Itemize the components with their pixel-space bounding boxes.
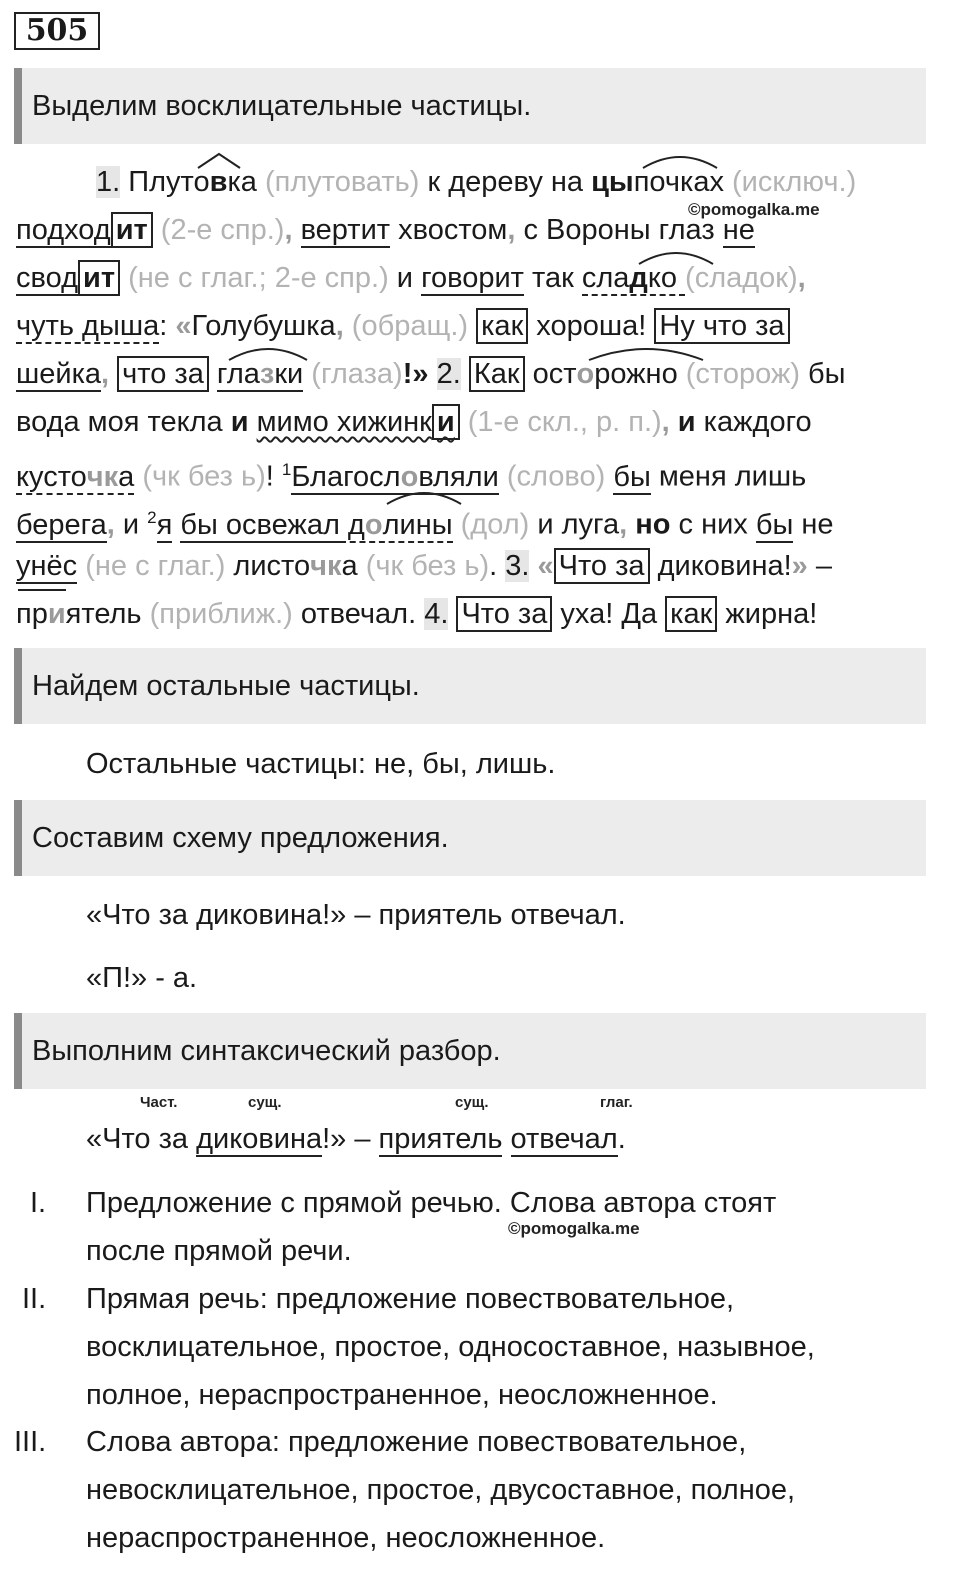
ending-box: и <box>432 404 460 440</box>
passage-line-8: берега, и $^2$я бы освежал долины (дол) и луга, но с них бы не <box>16 508 834 541</box>
stressed-letter: о <box>400 460 419 493</box>
root-arc-icon <box>586 342 706 362</box>
comma-mark: , <box>797 262 806 294</box>
predicate: Благословляли <box>291 460 499 493</box>
analysis-item-1: Предложение с прямой речью. Слова автора стоят после прямой речи. <box>86 1187 777 1267</box>
predicate: унёс <box>16 550 78 582</box>
list-number: II. <box>22 1283 47 1315</box>
root-arc-icon <box>226 342 310 362</box>
adverbial: мимо хижинк и <box>257 404 460 440</box>
gray-note: (сладок) <box>685 262 798 294</box>
watermark: ©pomogalka.me <box>508 1219 640 1238</box>
predicate: отвечал <box>510 1123 618 1155</box>
quote-mark: !» <box>402 358 429 390</box>
subject: берега <box>16 508 107 541</box>
particle-box: Что за <box>456 596 552 632</box>
gray-note: (чк без ь) <box>357 550 490 582</box>
passage-line-1 <box>16 158 941 206</box>
pos-label-noun: сущ. <box>248 1094 282 1111</box>
passage-line-10: приятель (приближ.) отвечал. 4. Что за уха! Да как жирна! <box>16 598 818 630</box>
gray-note: (не с глаг.; 2-е спр.) <box>120 262 389 294</box>
passage-line-3: свод ит (не с глаг.; 2-е спр.) и говорит так сладко (сладок), <box>16 262 806 294</box>
gray-note: (сторож) <box>685 358 800 390</box>
conjunction: но <box>635 508 671 541</box>
passage <box>16 158 941 638</box>
subject: я <box>156 508 173 541</box>
prefix-mark-icon <box>16 584 68 596</box>
passage-line-9: унёс (не с глаг.) листочка (чк без ь). 3. « Что за диковина!» – <box>16 550 832 582</box>
root-arc-icon <box>640 150 720 170</box>
passage-line-2: подход ит (2-е спр.), вертит хвостом, с Вороны глаз не <box>16 214 755 246</box>
subject: диковина <box>196 1123 323 1155</box>
gray-note: (1-е скл., р. п.) <box>459 406 662 438</box>
gray-note: (дол) <box>452 508 530 541</box>
pos-label-verb: глаг. <box>600 1094 633 1111</box>
comma-mark: , <box>106 508 115 541</box>
gray-note: (плутовать) <box>264 166 420 198</box>
gray-note: (чк без ь) <box>134 460 266 493</box>
predicate: бы <box>755 508 794 541</box>
highlight-letters: чк <box>310 550 342 582</box>
quote-mark: « <box>175 310 192 342</box>
section-header-exclamatory-particles: Выделим восклицательные частицы. <box>14 68 926 144</box>
predicate: вертит <box>300 214 391 246</box>
object: кусточка <box>16 460 135 493</box>
highlight-letters: чк <box>86 460 119 493</box>
quote-mark: « <box>537 550 554 582</box>
stressed-letter: о <box>364 508 383 541</box>
particle-box: как <box>665 596 717 632</box>
passage-line-4: чуть дыша: «Голубушка, (обращ.) как хороша! Ну что за <box>16 302 941 350</box>
subject: шейка <box>16 358 102 390</box>
sentence-number: 2. <box>436 358 461 390</box>
comma-mark: , <box>101 358 110 390</box>
particle-box: что за <box>117 356 209 392</box>
passage-line-6: вода моя текла и мимо хижинк и (1-е скл., р. п.), и каждого <box>16 406 812 438</box>
section-header-scheme: Составим схему предложения. <box>14 800 926 876</box>
adverbial: чуть дыша <box>16 310 160 342</box>
quote-mark: » <box>791 550 808 582</box>
section-header-other-particles: Найдем остальные частицы. <box>14 648 926 724</box>
comma-mark: , <box>619 508 628 541</box>
gray-note: (глаза) <box>303 358 403 390</box>
predicate: свод ит <box>16 262 120 296</box>
root-arc-icon <box>636 246 716 266</box>
gray-note: (приближ.) <box>141 598 293 630</box>
sentence-number: 3. <box>505 550 530 582</box>
stressed-letter: в <box>209 166 228 198</box>
analysis-item-2: Прямая речь: предложение повествовательное, восклицательное, простое, односоставное, назывное, полное, нераспространенное, неосложненное. <box>86 1283 815 1411</box>
gray-note: (обращ.) <box>343 310 469 342</box>
sentence-number: 4. <box>424 598 449 630</box>
stressed-letter: цы <box>591 166 634 198</box>
scheme-sentence: «Что за диковина!» – приятель отвечал. <box>86 899 626 931</box>
word-part: ка <box>227 166 265 198</box>
predicate: не <box>722 214 755 246</box>
section-header-syntax-parse: Выполним синтаксический разбор. <box>14 1013 926 1089</box>
gray-note: (не с глаг.) <box>77 550 226 582</box>
word-part: Плуто <box>120 166 210 198</box>
ending-box: ит <box>78 260 120 296</box>
superscript: 2 <box>147 508 157 527</box>
comma-mark: , <box>284 214 293 246</box>
gray-note: (слово) <box>498 460 606 493</box>
particle-box: как <box>476 308 528 344</box>
predicate: бы освежал <box>180 508 340 541</box>
predicate: бы <box>613 460 651 493</box>
stressed-letter: д <box>629 262 648 294</box>
subject: приятель <box>378 1123 503 1155</box>
passage-line-5: шейка, что за глазки (глаза)!» 2. Как осторожно (сторож) бы <box>16 358 846 390</box>
superscript: 1 <box>281 460 292 479</box>
watermark: ©pomogalka.me <box>688 200 820 219</box>
address-word: Голубушка <box>191 310 336 342</box>
scheme-formula: «П!» - а. <box>86 962 198 994</box>
gray-note: (2-е спр.) <box>152 214 285 246</box>
root-arc-icon <box>196 150 242 170</box>
ending-box: ит <box>111 212 153 248</box>
parsed-sentence: «Что за диковина!» – приятель отвечал. <box>86 1123 626 1155</box>
particle-box: Что за <box>554 548 650 584</box>
predicate: подход ит <box>16 214 153 248</box>
task-number: 505 <box>14 12 100 50</box>
word-part: к дереву на <box>419 166 592 198</box>
list-number: III. <box>14 1426 47 1458</box>
sentence-number: 1. <box>96 166 121 198</box>
gray-note: (исключ.) <box>732 166 857 198</box>
comma-mark: , <box>507 214 516 246</box>
particle-box: Как <box>469 356 525 392</box>
word-part: почках <box>633 166 733 198</box>
stressed-letter: о <box>576 358 595 390</box>
stressed-letter: з <box>259 358 275 390</box>
comma-mark: , <box>335 310 344 342</box>
list-number: I. <box>30 1187 47 1219</box>
predicate: говорит <box>421 262 524 294</box>
analysis-item-3: Слова автора: предложение повествовательное, невосклицательное, простое, двусоставное, полное, нераспространенное, неосложненное. <box>86 1426 796 1554</box>
pos-label-particle: Част. <box>140 1094 178 1111</box>
passage-line-7: кусточка (чк без ь)! $^1$Благословляли (слово) бы меня лишь <box>16 460 807 493</box>
conjunction: и <box>230 406 249 438</box>
pos-label-noun: сущ. <box>455 1094 489 1111</box>
root-arc-icon <box>384 486 464 506</box>
particle-box: Ну что за <box>654 308 789 344</box>
stressed-letter: и <box>47 598 66 630</box>
other-particles-text: Остальные частицы: не, бы, лишь. <box>86 748 556 780</box>
